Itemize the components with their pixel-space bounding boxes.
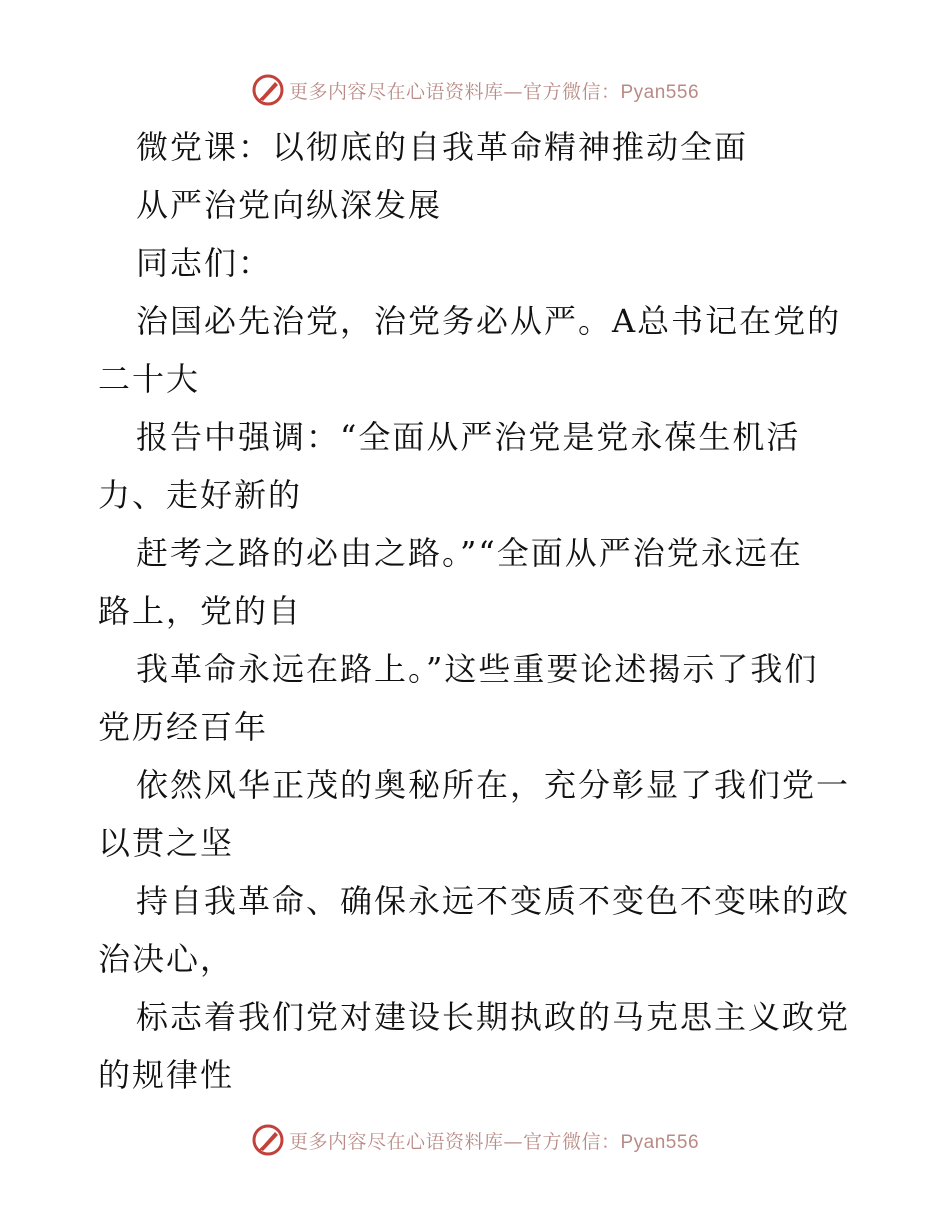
paragraph-line: 持自我革命、确保永远不变质不变色不变味的政 (136, 882, 851, 920)
footer-banner-handle: Pyan556 (620, 1131, 700, 1153)
footer-watermark-banner (0, 1120, 950, 1160)
quill-logo-icon (251, 73, 285, 107)
document-title-line-1: 微党课：以彻底的自我革命精神推动全面 (136, 128, 749, 166)
paragraph-line: 标志着我们党对建设长期执政的马克思主义政党 (136, 998, 851, 1036)
document-body (98, 118, 858, 1104)
paragraph-line: 治国必先治党，治党务必从严。A总书记在党的 (136, 302, 842, 340)
paragraph-line: 报告中强调：“全面从严治党是党永葆生机活 (136, 418, 801, 456)
quill-logo-icon (251, 1123, 285, 1157)
header-banner-text (289, 77, 699, 104)
paragraph-line: 依然风华正茂的奥秘所在，充分彰显了我们党一 (136, 766, 851, 804)
paragraph-line: 赶考之路的必由之路。”“全面从严治党永远在 (136, 534, 803, 572)
paragraph-line: 党历经百年 (98, 708, 269, 746)
header-banner-handle: Pyan556 (620, 81, 700, 103)
paragraph-line: 治决心， (98, 940, 235, 978)
document-title-line-2: 从严治党向纵深发展 (136, 186, 443, 224)
paragraph-line: 路上，党的自 (98, 592, 303, 630)
paragraph-line: 二十大 (98, 360, 201, 398)
paragraph-line: 以贯之坚 (98, 824, 235, 862)
paragraph-line: 力、走好新的 (98, 476, 303, 514)
footer-banner-label: 更多内容尽在心语资料库—官方微信： (288, 1130, 621, 1153)
paragraph-line: 的规律性 (98, 1056, 235, 1094)
header-watermark-banner (0, 70, 950, 110)
paragraph-line: 我革命永远在路上。”这些重要论述揭示了我们 (136, 650, 819, 688)
header-banner-label: 更多内容尽在心语资料库—官方微信： (288, 80, 621, 103)
footer-banner-text (289, 1127, 699, 1154)
document-salutation: 同志们： (136, 244, 273, 282)
